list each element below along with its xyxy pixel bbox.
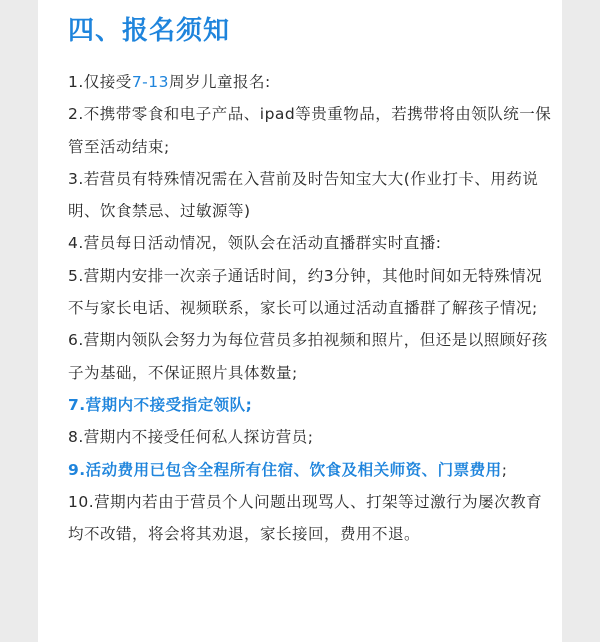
notice-card <box>38 0 562 642</box>
list-item-10: 10.营期内若由于营员个人问题出现骂人、打架等过激行为屡次教育均不改错，将会将其劝退，家长接回，费用不退。 <box>68 492 543 544</box>
item-1-number: 1. <box>68 73 84 91</box>
list-item-5: 5.营期内安排一次亲子通话时间，约3分钟，其他时间如无特殊情况不与家长电话、视频联系，家长可以通过活动直播群了解孩子情况; <box>68 266 543 318</box>
list-item-4: 4.营员每日活动情况，领队会在活动直播群实时直播: <box>68 234 442 253</box>
item-1-text-end: 周岁儿童报名: <box>169 73 271 91</box>
item-9-highlight: 9.活动费用已包含全程所有住宿、饮食及相关师资、门票费用 <box>68 460 502 479</box>
age-range-highlight: 7-13 <box>131 73 169 91</box>
item-1-text-start: 仅接受 <box>83 73 132 91</box>
list-item-9 <box>68 454 552 486</box>
notice-list <box>68 66 552 550</box>
list-item-1 <box>68 66 552 98</box>
list-item-8: 8.营期内不接受任何私人探访营员; <box>68 428 314 447</box>
item-9-tail: ; <box>501 460 508 479</box>
list-item-3: 3.若营员有特殊情况需在入营前及时告知宝大大(作业打卡、用药说明、饮食禁忌、过敏源等) <box>68 169 539 221</box>
list-item-7: 7.营期内不接受指定领队; <box>68 395 253 414</box>
list-item-6: 6.营期内领队会努力为每位营员多拍视频和照片，但还是以照顾好孩子为基础，不保证照片具体数量; <box>68 331 548 382</box>
list-item-2: 2.不携带零食和电子产品、ipad等贵重物品，若携带将由领队统一保管至活动结束; <box>68 105 552 156</box>
section-title: 四、报名须知 <box>68 16 231 46</box>
